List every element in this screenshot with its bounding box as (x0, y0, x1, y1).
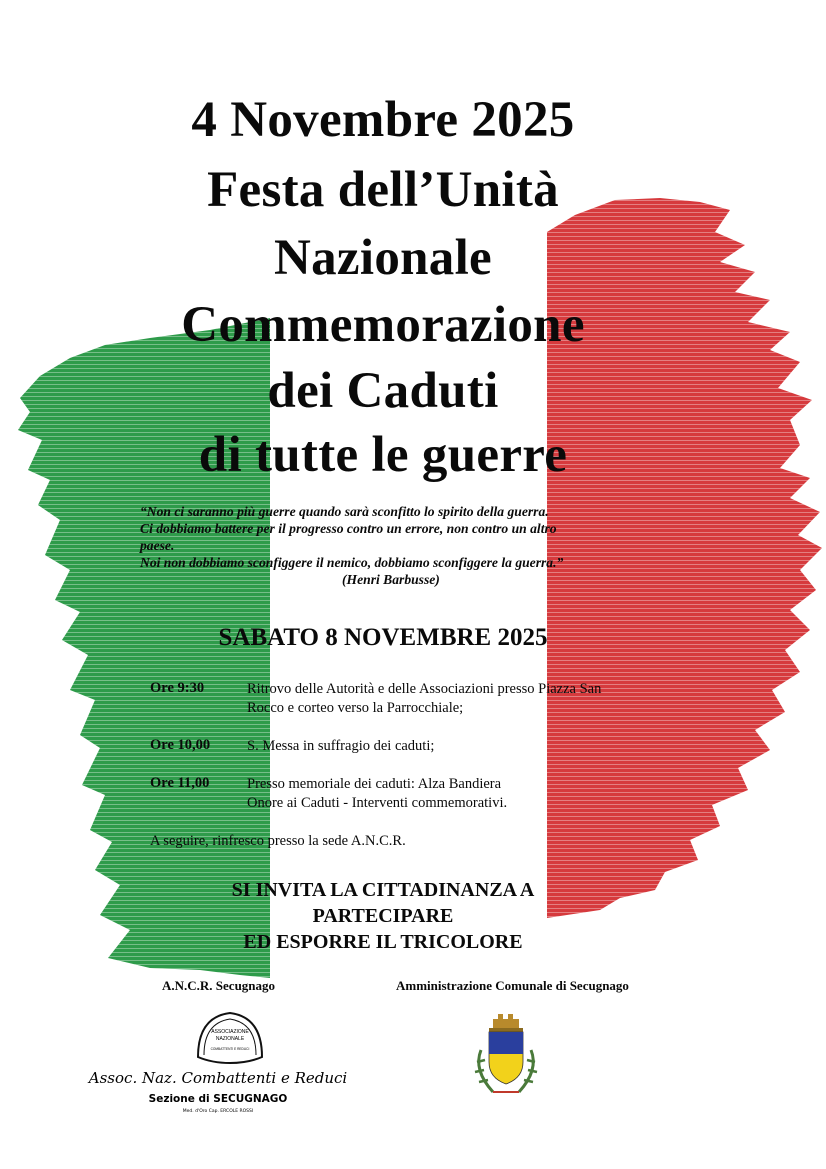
event-day-heading: SABATO 8 NOVEMBRE 2025 (218, 624, 548, 651)
title-festa: Festa dell’Unità (207, 162, 559, 218)
ancr-medal: Med. d'Oro Cap. ERCOLE ROSSI (182, 1109, 254, 1114)
schedule-description (247, 775, 507, 813)
schedule-time: Ore 10,00 (150, 737, 211, 753)
invitation-line: SI INVITA LA CITTADINANZA A (231, 879, 535, 901)
title-date: 4 Novembre 2025 (191, 92, 575, 148)
schedule-description (247, 680, 601, 718)
organizer-comune: Amministrazione Comunale di Secugnago (396, 978, 629, 993)
quote-line: Ci dobbiamo battere per il progresso contro un errore, non contro un altro (140, 521, 557, 536)
schedule-line: Rocco e corteo verso la Parrocchiale; (247, 700, 464, 716)
schedule-time: Ore 11,00 (150, 775, 210, 791)
title-nazionale: Nazionale (273, 230, 492, 286)
invitation-block (0, 877, 766, 955)
title-commemorazione: Commemorazione (181, 297, 585, 353)
after-note: A seguire, rinfresco presso la sede A.N.C.R. (150, 833, 406, 849)
quote-line: paese. (140, 538, 175, 553)
comune-crest-icon (463, 1010, 549, 1100)
quote-line: Noi non dobbiamo sconfiggere il nemico, dobbiamo sconfiggere la guerra.” (140, 555, 564, 570)
quote-author: (Henri Barbusse) (342, 572, 440, 587)
title-caduti: dei Caduti (267, 363, 499, 419)
title-guerre: di tutte le guerre (198, 427, 568, 483)
schedule-line: Onore ai Caduti - Interventi commemorativi. (247, 795, 508, 811)
invitation-line: ED ESPORRE IL TRICOLORE (243, 931, 523, 953)
schedule-line: S. Messa in suffragio dei caduti; (247, 738, 435, 754)
seal-text: NAZIONALE (215, 1036, 245, 1042)
organizer-ancr: A.N.C.R. Secugnago (162, 978, 276, 993)
schedule-line: Ritrovo delle Autorità e delle Associazioni presso Piazza San (247, 681, 602, 697)
schedule-time: Ore 9:30 (150, 680, 205, 696)
seal-text: COMBATTENTI E REDUCI (210, 1047, 250, 1051)
ancr-seal-icon (88, 1005, 348, 1125)
schedule-description (247, 737, 434, 756)
ancr-script-name: Assoc. Naz. Combattenti e Reduci (88, 1069, 348, 1087)
seal-text: ASSOCIAZIONE (211, 1029, 249, 1035)
schedule-line: Presso memoriale dei caduti: Alza Bandiera (247, 776, 502, 792)
ancr-section: Sezione di SECUGNAGO (148, 1093, 288, 1105)
invitation-line: PARTECIPARE (312, 905, 454, 927)
quote-line: “Non ci saranno più guerre quando sarà sconfitto lo spirito della guerra. (140, 504, 549, 519)
quote-block (140, 503, 680, 588)
